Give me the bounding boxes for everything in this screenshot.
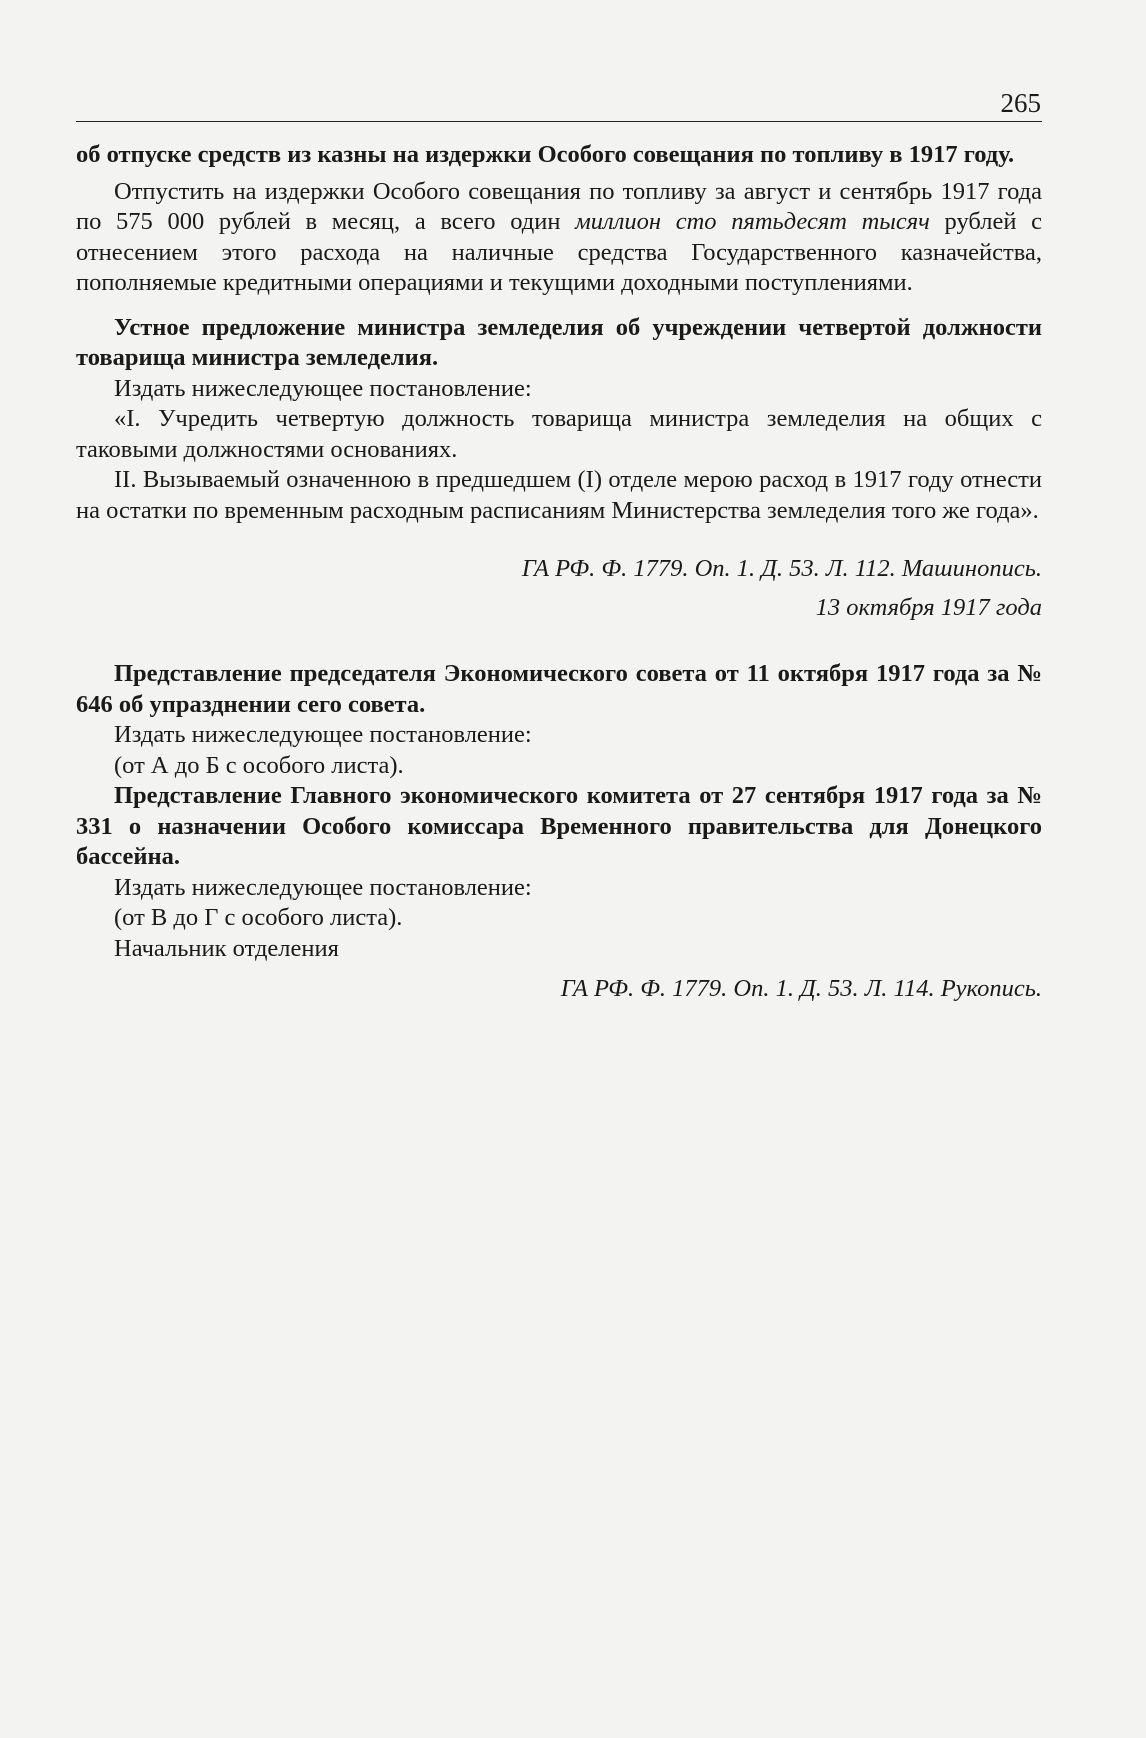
paragraph-allocation (76, 177, 1042, 299)
paragraph-resolution-intro-1: Издать нижеследующее постановление: (114, 374, 532, 402)
archive-reference-2: ГА РФ. Ф. 1779. Оп. 1. Д. 53. Л. 114. Рукопись. (560, 975, 1042, 1002)
paragraph-allocation-text-b: рублей с отнесением этого расхода на наличные средства Государственного казначейства, пополняемые кредитными операциями и текущими доходными поступлениями. (76, 208, 1043, 296)
paragraph-resolution-item-1: «I. Учредить четвертую должность товарища министра земледелия на общих с таковыми должностями основаниях. (76, 405, 1042, 463)
paragraph-resolution-intro-2: Издать нижеследующее постановление: (114, 721, 532, 748)
paragraph-economic-council-heading: Представление председателя Экономического совета от 11 октября 1917 года за № 646 об упразднении сего совета. (76, 660, 1042, 718)
paragraph-economic-committee-heading: Представление Главного экономического комитета от 27 сентября 1917 года за № 331 о назначении Особого комиссара Временного правительства для Донецкого бассейна. (76, 782, 1042, 870)
paragraph-resolution-intro-3: Издать нижеследующее постановление: (114, 873, 532, 901)
paragraph-subject-heading: об отпуске средств из казны на издержки Особого совещания по топливу в 1917 году. (76, 141, 1015, 168)
paragraph-resolution-ref-ab: (от А до Б с особого листа). (114, 751, 404, 779)
signature-department-head: Начальник отделения (114, 934, 339, 962)
page-number: 265 (1000, 88, 1041, 118)
paragraph-allocation-amount-italic: миллион сто пятьдесят тысяч (575, 208, 930, 235)
paragraph-resolution-item-2: II. Вызываемый означенною в предшедшем (I) отделе мерою расход в 1917 году отнести на остатки по временным расходным расписаниям Министерства земледелия того же года». (76, 466, 1042, 524)
paragraph-allocation-text-a: Отпустить на издержки Особого совещания по топливу за август и сентябрь 1917 года по 575 000 рублей в месяц, а всего один (76, 177, 1042, 235)
paragraph-resolution-ref-vg: (от В до Г с особого листа). (114, 904, 403, 931)
paragraph-agriculture-heading: Устное предложение министра земледелия об учреждении четвертой должности товарища министра земледелия. (76, 313, 1042, 371)
archive-reference-1: ГА РФ. Ф. 1779. Оп. 1. Д. 53. Л. 112. Машинопись. (521, 555, 1042, 582)
document-body (76, 140, 1042, 1005)
header-rule (76, 121, 1042, 122)
document-date: 13 октября 1917 года (815, 593, 1042, 621)
